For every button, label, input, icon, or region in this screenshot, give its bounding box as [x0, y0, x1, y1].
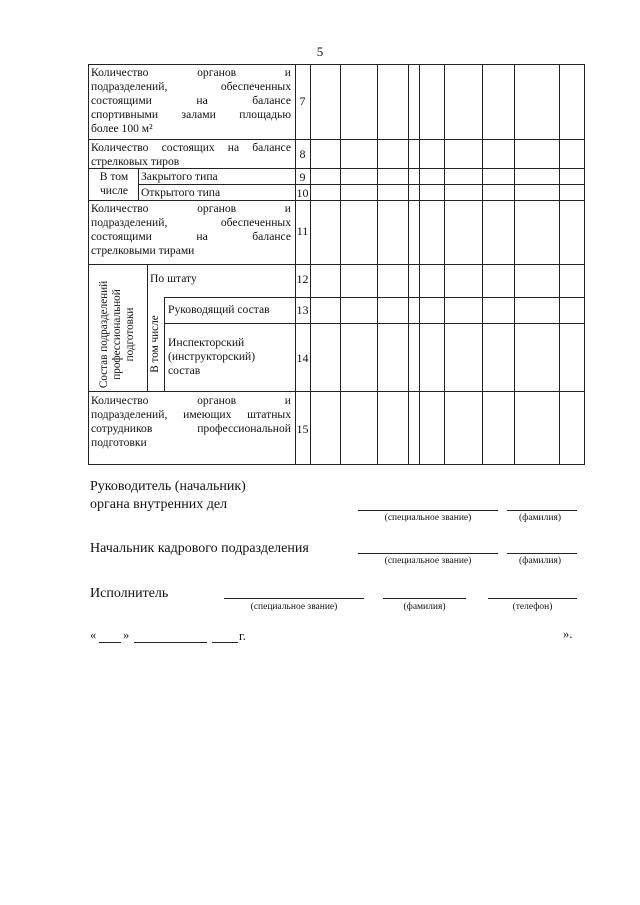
- row-divider: [88, 139, 585, 140]
- row-divider: [164, 323, 585, 324]
- row-number-11: 11: [296, 224, 309, 238]
- data-col-border: [482, 64, 483, 464]
- data-col-border: [377, 64, 378, 464]
- data-col-border: [419, 64, 420, 464]
- row-label-8: Количество состоящих на балансе стрелковых тиров: [91, 141, 291, 168]
- data-col-border: [340, 64, 341, 464]
- group-divider: [164, 297, 165, 391]
- date-month-line: [134, 642, 207, 643]
- report-table: [88, 64, 585, 464]
- group-label-staff-composition: Состав подразделений профессиональной подготовки: [98, 280, 136, 389]
- row-number-7: 7: [299, 94, 306, 108]
- subgroup-label-v-tom-chisle: В том числе: [149, 315, 161, 373]
- date-year-suffix: г.: [239, 629, 246, 643]
- closing-quote: ».: [563, 627, 573, 641]
- data-col-border: [310, 64, 311, 464]
- group-divider: [147, 264, 148, 391]
- table-right-border: [584, 64, 585, 464]
- row-label-7: Количество органов и подразделений, обеспеченных состоящими на балансе спортивными залами площадью более 100 м²: [91, 66, 291, 135]
- signature-line-name: [507, 553, 577, 554]
- data-col-border: [444, 64, 445, 464]
- date-day-line: [99, 642, 121, 643]
- date-year-line: [212, 642, 238, 643]
- caption-rank: (специальное звание): [384, 556, 472, 566]
- data-col-border: [559, 64, 560, 464]
- signature-line-rank: [224, 598, 364, 599]
- signature-line-rank: [358, 510, 498, 511]
- signature-hr-title: Начальник кадрового подразделения: [90, 541, 309, 556]
- signature-executor-title: Исполнитель: [90, 586, 169, 601]
- caption-phone: (телефон): [512, 602, 553, 612]
- row-divider: [88, 264, 585, 265]
- signature-line-name: [507, 510, 577, 511]
- group-divider: [138, 168, 139, 200]
- row-number-13: 13: [296, 303, 309, 317]
- date-open-quote: «: [90, 628, 97, 642]
- date-close-quote: »: [123, 628, 130, 642]
- data-col-border: [514, 64, 515, 464]
- row-divider: [88, 200, 585, 201]
- row-divider: [138, 184, 585, 185]
- caption-name: (фамилия): [519, 556, 561, 566]
- signature-line-phone: [488, 598, 577, 599]
- group-label-v-tom-chisle: В том числе: [99, 170, 129, 197]
- row-number-14: 14: [296, 351, 309, 365]
- row-number-8: 8: [299, 147, 306, 161]
- signature-head-title: Руководитель (начальник) органа внутренних дел: [90, 479, 246, 512]
- row-label-9: Закрытого типа: [141, 170, 218, 183]
- page-number: 5: [316, 44, 324, 59]
- row-number-10: 10: [296, 186, 309, 200]
- row-label-12: По штату: [150, 272, 197, 285]
- row-label-10: Открытого типа: [141, 186, 221, 199]
- number-col-border: [295, 64, 296, 464]
- table-top-border: [88, 64, 585, 65]
- row-number-15: 15: [296, 422, 309, 436]
- row-number-12: 12: [296, 272, 309, 286]
- signature-line-rank: [358, 553, 498, 554]
- row-divider: [88, 391, 585, 392]
- row-label-14: Инспекторский (инструкторский) состав: [168, 336, 256, 377]
- caption-rank: (специальное звание): [250, 602, 338, 612]
- caption-rank: (специальное звание): [384, 513, 472, 523]
- row-label-13: Руководящий состав: [168, 303, 270, 316]
- data-col-border: [408, 64, 409, 464]
- row-label-11: Количество органов и подразделений, обеспеченных состоящими на балансе стрелковыми тирами: [91, 202, 291, 257]
- row-divider: [164, 297, 585, 298]
- table-bottom-border: [88, 464, 585, 465]
- caption-name: (фамилия): [519, 513, 561, 523]
- caption-name: (фамилия): [403, 602, 446, 612]
- row-number-9: 9: [299, 170, 306, 184]
- table-left-border: [88, 64, 89, 464]
- row-label-15: Количество органов и подразделений, имеющих штатных сотрудников профессиональной подготовки: [91, 394, 291, 449]
- signature-line-name: [383, 598, 466, 599]
